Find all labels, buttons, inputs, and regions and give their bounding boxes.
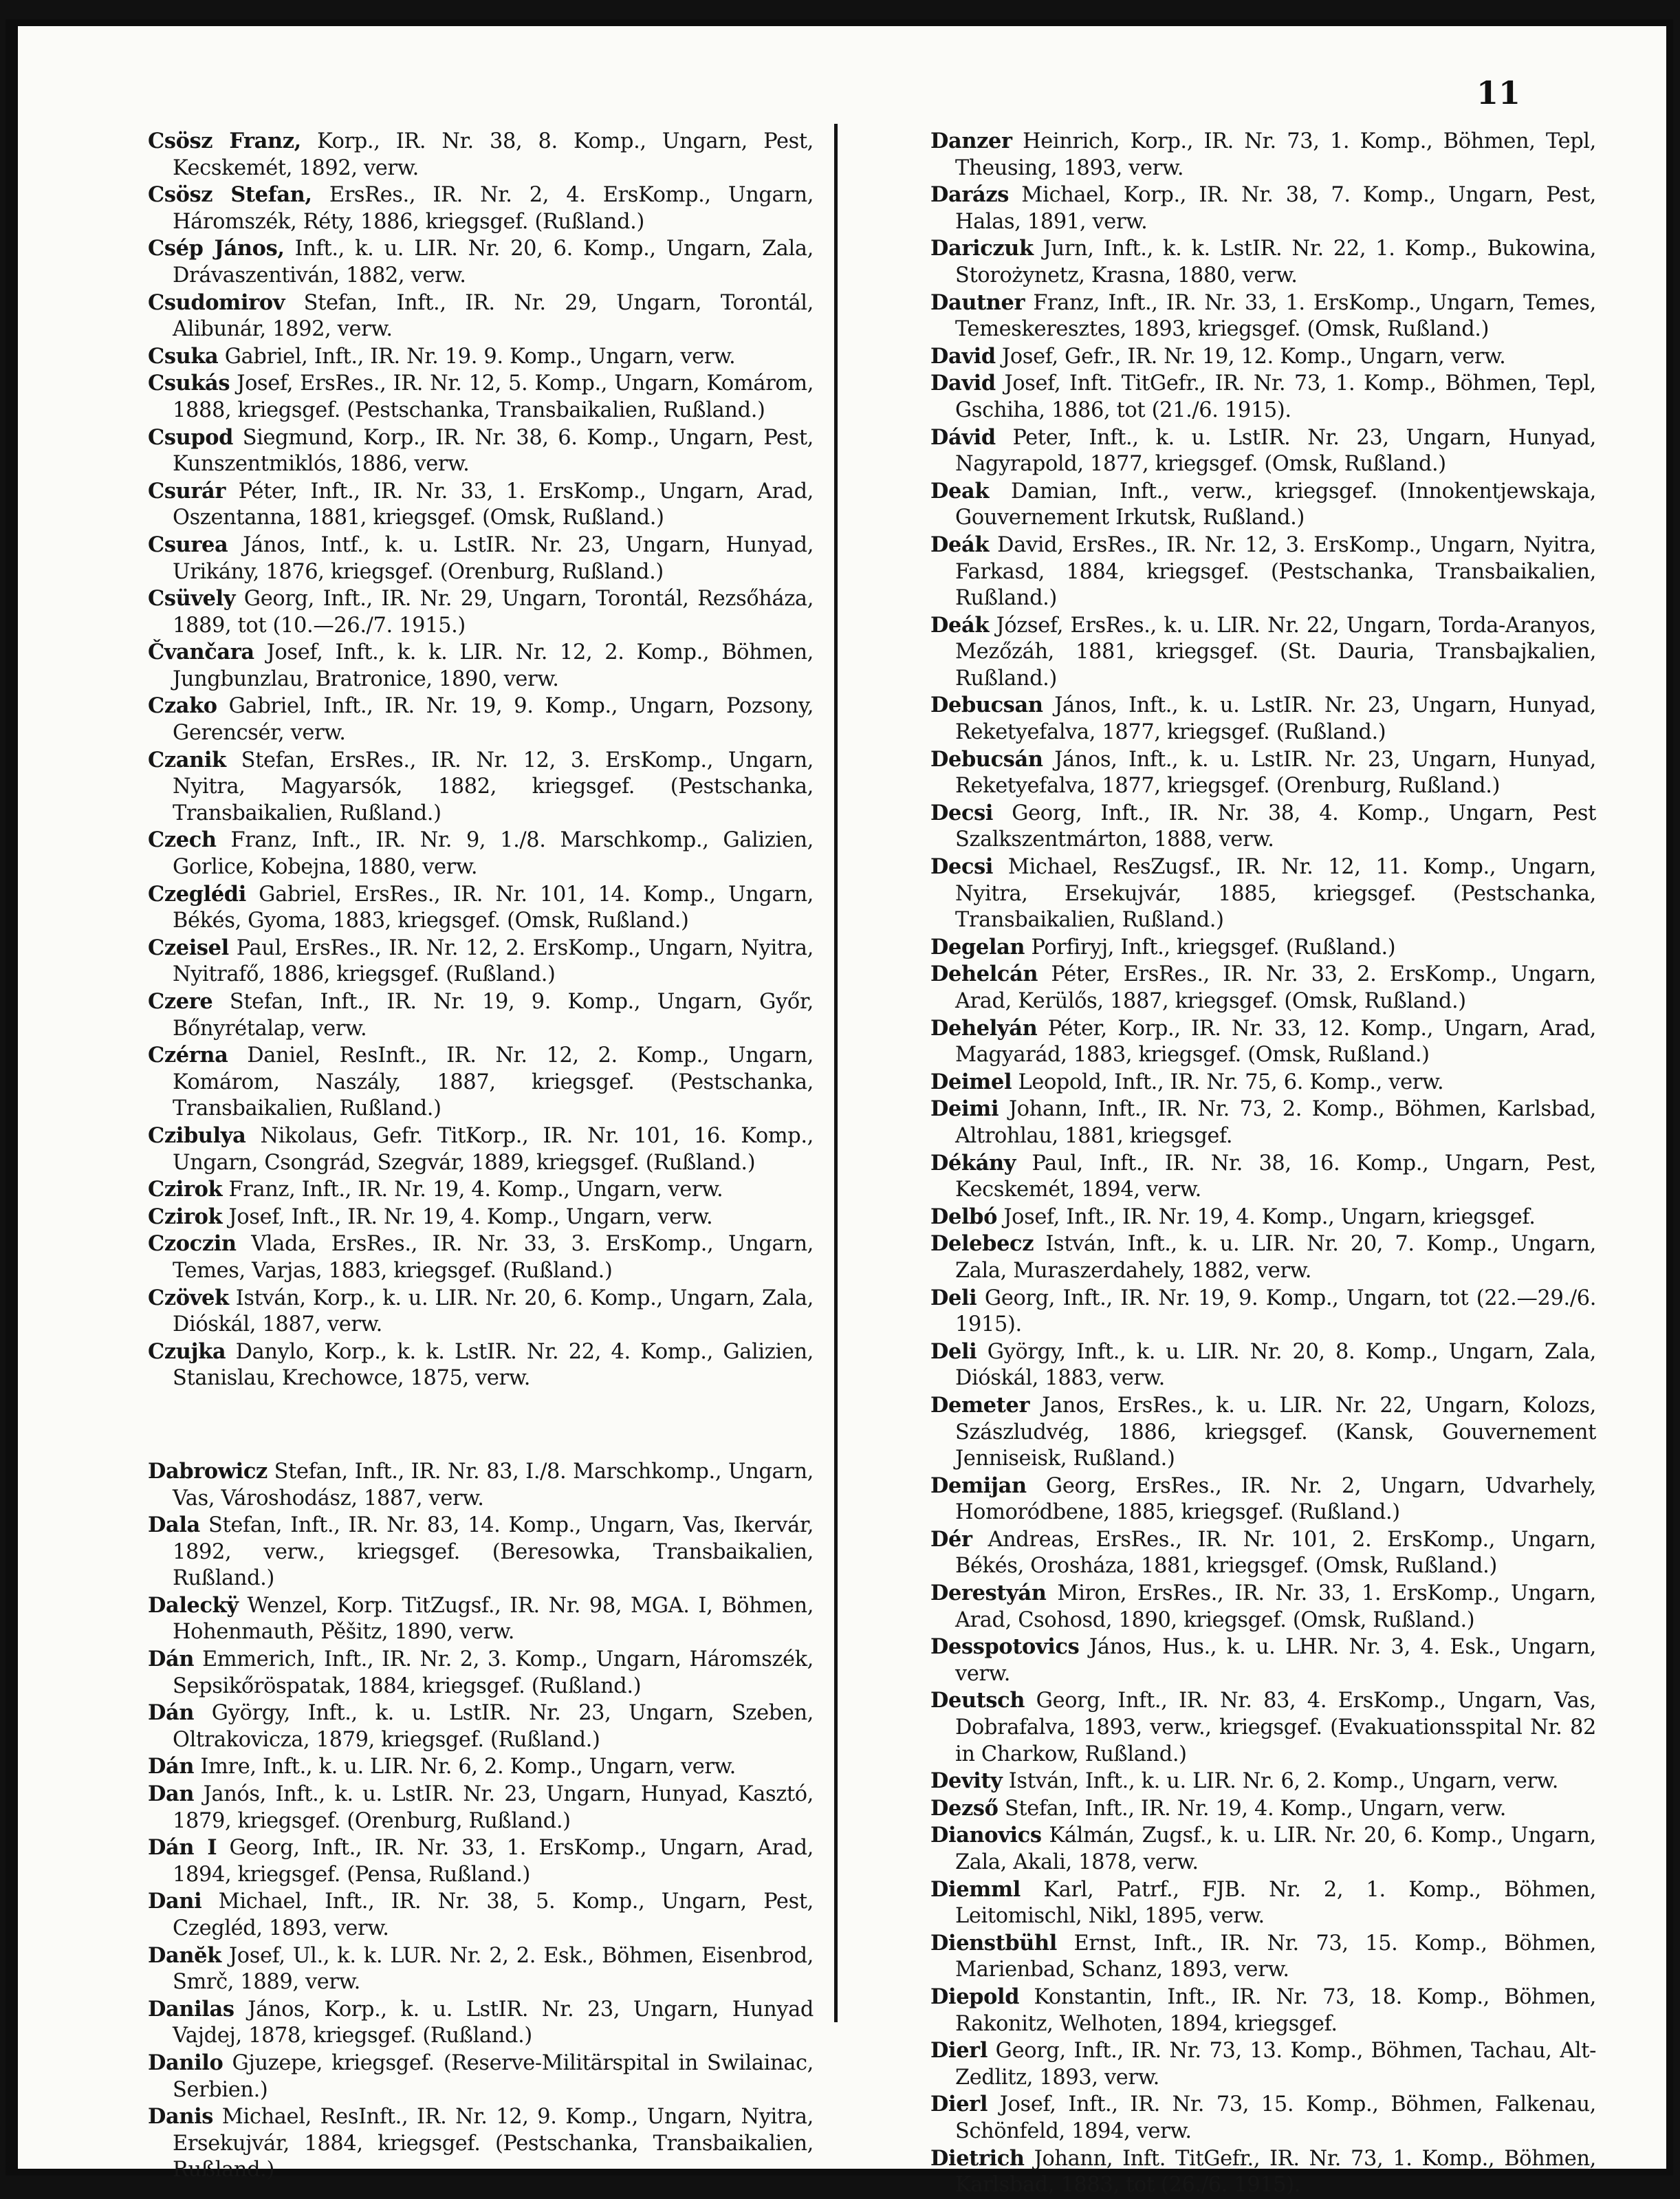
roster-entry	[148, 1339, 814, 1392]
roster-entry	[148, 988, 814, 1042]
entry-surname: Decsi	[930, 854, 994, 880]
roster-entry	[148, 1285, 814, 1339]
roster-entry	[930, 1204, 1596, 1231]
roster-entry	[148, 532, 814, 585]
roster-entry	[148, 343, 814, 371]
roster-entry	[930, 424, 1596, 478]
entry-details: János, Inft., k. u. LstIR. Nr. 23, Ungarn, Hunyad, Reketyefalva, 1877, kriegsgef. (Orenburg, Rußland.)	[955, 747, 1596, 799]
entry-surname: Dán	[148, 1647, 195, 1672]
entry-details: Stefan, Inft., IR. Nr. 83, I./8. Marschkomp., Ungarn, Vas, Városhodász, 1887, verw.	[173, 1459, 814, 1510]
entry-details: Inft., k. u. LIR. Nr. 20, 6. Komp., Ungarn, Zala, Drávaszentiván, 1882, verw.	[173, 237, 814, 288]
entry-surname: Danzer	[930, 129, 1012, 153]
entry-surname: Deutsch	[930, 1688, 1025, 1713]
roster-entry	[930, 1876, 1596, 1930]
roster-entry	[930, 961, 1596, 1015]
entry-details: Michael, ResZugsf., IR. Nr. 12, 11. Komp., Ungarn, Nyitra, Ersekujvár, 1885, kriegsgef. (Pestschanka, Transbaikalien, Rußland.)	[955, 855, 1596, 933]
roster-entry	[148, 1458, 814, 1512]
page-number: 11	[1476, 74, 1521, 111]
entry-details: Georg, Inft., IR. Nr. 38, 4. Komp., Ungarn, Pest Szalkszentmárton, 1888, verw.	[955, 801, 1596, 852]
roster-entry	[930, 612, 1596, 693]
roster-entry	[148, 881, 814, 935]
entry-details: Andreas, ErsRes., IR. Nr. 101, 2. ErsKomp., Ungarn, Békés, Orosháza, 1881, kriegsgef. (Omsk, Rußland.)	[955, 1527, 1596, 1579]
entry-surname: Dabrowicz	[148, 1458, 268, 1484]
entry-surname: Dietrich	[930, 2145, 1025, 2171]
entry-details: György, Inft., k. u. LstIR. Nr. 23, Ungarn, Szeben, Oltrakovicza, 1879, kriegsgef. (Rußland.)	[173, 1701, 814, 1752]
entry-details: János, Intf., k. u. LstIR. Nr. 23, Ungarn, Hunyad, Urikány, 1876, kriegsgef. (Orenburg, Rußland.)	[173, 532, 814, 584]
roster-entry	[930, 1096, 1596, 1149]
entry-surname: Daleckÿ	[148, 1592, 239, 1618]
roster-entry	[930, 692, 1596, 746]
roster-entry	[148, 370, 814, 424]
roster-entry	[148, 1942, 814, 1996]
entry-surname: Dávid	[930, 424, 996, 450]
entry-surname: Deák	[930, 532, 990, 557]
entry-details: Georg, Inft., IR. Nr. 19, 9. Komp., Ungarn, tot (22.—29./6. 1915).	[955, 1286, 1596, 1337]
entry-details: Michael, ResInft., IR. Nr. 12, 9. Komp., Ungarn, Nyitra, Ersekujvár, 1884, kriegsgef. (Pestschanka, Transbaikalien, Rußland.)	[173, 2105, 814, 2182]
entry-surname: Czövek	[148, 1285, 229, 1310]
entry-surname: Dékány	[930, 1150, 1016, 1176]
entry-surname: Czérna	[148, 1043, 228, 1068]
entry-surname: Dehelyán	[930, 1015, 1038, 1041]
roster-entry	[148, 1753, 814, 1781]
entry-surname: David	[930, 371, 996, 396]
entry-details: Janós, Inft., k. u. LstIR. Nr. 23, Ungarn, Hunyad, Kasztó, 1879, kriegsgef. (Orenburg, Rußland.)	[173, 1782, 814, 1833]
entry-details: Josef, Inft., k. k. LIR. Nr. 12, 2. Komp., Böhmen, Jungbunzlau, Bratronice, 1890, verw.	[173, 640, 814, 691]
entry-details: István, Inft., k. u. LIR. Nr. 20, 7. Komp., Ungarn, Zala, Muraszerdahely, 1882, verw.	[955, 1232, 1596, 1283]
entry-details: János, Korp., k. u. LstIR. Nr. 23, Ungarn, Hunyad Vajdej, 1878, kriegsgef. (Rußland.)	[173, 1997, 814, 2048]
roster-entry	[148, 1700, 814, 1753]
entry-surname: Diemml	[930, 1876, 1021, 1902]
entry-surname: Dariczuk	[930, 236, 1034, 261]
entry-surname: Czirok	[148, 1204, 223, 1229]
entry-details: Stefan, Inft., IR. Nr. 19, 9. Komp., Ungarn, Győr, Bőnyrétalap, verw.	[173, 990, 814, 1041]
roster-entry	[930, 1015, 1596, 1069]
entry-details: Josef, ErsRes., IR. Nr. 12, 5. Komp., Ungarn, Komárom, 1888, kriegsgef. (Pestschanka, Transbaikalien, Rußland.)	[173, 371, 814, 422]
roster-entry	[148, 1204, 814, 1231]
roster-entry	[148, 235, 814, 289]
entry-surname: Czoczin	[148, 1231, 237, 1257]
entry-surname: Dani	[148, 1889, 202, 1914]
entry-surname: Darázs	[930, 182, 1010, 208]
entry-details: Paul, ErsRes., IR. Nr. 12, 2. ErsKomp., Ungarn, Nyitra, Nyitrafő, 1886, kriegsgef. (Rußland.)	[173, 935, 814, 987]
entry-details: Danylo, Korp., k. k. LstIR. Nr. 22, 4. Komp., Galizien, Stanislau, Krechowce, 1875, verw.	[173, 1339, 814, 1391]
entry-details: Georg, Inft., IR. Nr. 83, 4. ErsKomp., Ungarn, Vas, Dobrafalva, 1893, verw., kriegsgef. (Evakuationsspital Nr. 82 in Charkow, Rußland.)	[955, 1689, 1596, 1766]
roster-entry	[148, 2050, 814, 2103]
entry-details: Heinrich, Korp., IR. Nr. 73, 1. Komp., Böhmen, Tepl, Theusing, 1893, verw.	[955, 129, 1596, 180]
entry-details: Siegmund, Korp., IR. Nr. 38, 6. Komp., Ungarn, Pest, Kunszentmiklós, 1886, verw.	[173, 425, 814, 477]
entry-surname: Czeglédi	[148, 881, 246, 907]
roster-entry	[930, 1822, 1596, 1876]
roster-entry	[930, 235, 1596, 289]
entry-surname: Diepold	[930, 1984, 1020, 2009]
roster-entry	[148, 290, 814, 343]
entry-details: Paul, Inft., IR. Nr. 38, 16. Komp., Ungarn, Pest, Kecskemét, 1894, verw.	[955, 1151, 1596, 1202]
entry-details: Stefan, Inft., IR. Nr. 19, 4. Komp., Ungarn, verw.	[998, 1796, 1507, 1821]
entry-surname: Csurea	[148, 532, 228, 557]
roster-entry	[930, 1150, 1596, 1204]
entry-surname: Debucsan	[930, 693, 1043, 718]
entry-surname: Dán	[148, 1754, 195, 1779]
entry-details: Damian, Inft., verw., kriegsgef. (Innokentjewskaja, Gouvernement Irkutsk, Rußland.)	[955, 479, 1596, 530]
entry-details: Josef, Ul., k. k. LUR. Nr. 2, 2. Esk., Böhmen, Eisenbrod, Smrč, 1889, verw.	[173, 1943, 814, 1995]
entry-details: Jurn, Inft., k. k. LstIR. Nr. 22, 1. Komp., Bukowina, Storożynetz, Krasna, 1880, verw.	[955, 237, 1596, 288]
entry-surname: Csurár	[148, 478, 226, 503]
roster-entry	[930, 1285, 1596, 1339]
roster-entry	[930, 1231, 1596, 1284]
roster-entry	[148, 693, 814, 746]
entry-surname: Dierl	[930, 2092, 988, 2117]
entry-details: Stefan, Inft., IR. Nr. 29, Ungarn, Torontál, Alibunár, 1892, verw.	[173, 290, 814, 342]
entry-surname: Demeter	[930, 1392, 1030, 1418]
entry-details: ErsRes., IR. Nr. 2, 4. ErsKomp., Ungarn, Háromszék, Réty, 1886, kriegsgef. (Rußland.)	[173, 183, 814, 234]
entry-details: Peter, Inft., k. u. LstIR. Nr. 23, Ungarn, Hunyad, Nagyrapold, 1877, kriegsgef. (Omsk, Rußland.)	[955, 425, 1596, 477]
roster-entry	[148, 1176, 814, 1204]
roster-entry	[930, 1392, 1596, 1473]
roster-entry	[930, 1634, 1596, 1687]
entry-surname: Csukás	[148, 371, 230, 396]
roster-entry	[148, 128, 814, 182]
entry-details: István, Inft., k. u. LIR. Nr. 6, 2. Komp., Ungarn, verw.	[1002, 1769, 1559, 1794]
roster-entry	[148, 1646, 814, 1700]
entry-details: Georg, Inft., IR. Nr. 33, 1. ErsKomp., Ungarn, Arad, 1894, kriegsgef. (Pensa, Rußland.)	[173, 1836, 814, 1887]
entry-surname: Csösz Franz,	[148, 129, 301, 153]
roster-entry	[930, 1069, 1596, 1096]
entry-surname: Danĕk	[148, 1942, 221, 1968]
entry-surname: Desspotovics	[930, 1634, 1080, 1660]
entry-surname: Czeisel	[148, 935, 229, 960]
entry-details: Leopold, Inft., IR. Nr. 75, 6. Komp., verw.	[1012, 1070, 1444, 1094]
roster-entry	[930, 2037, 1596, 2091]
entry-details: Karl, Patrf., FJB. Nr. 2, 1. Komp., Böhmen, Leitomischl, Nikl, 1895, verw.	[955, 1877, 1596, 1929]
roster-entry	[930, 1930, 1596, 1984]
roster-entry	[930, 290, 1596, 343]
entry-details: Georg, Inft., IR. Nr. 73, 13. Komp., Böhmen, Tachau, Alt-Zedlitz, 1893, verw.	[955, 2039, 1596, 2090]
entry-surname: Csudomirov	[148, 290, 285, 315]
entry-details: Josef, Inft., IR. Nr. 19, 4. Komp., Ungarn, verw.	[222, 1204, 713, 1229]
entry-surname: Deli	[930, 1285, 977, 1310]
entry-details: Stefan, ErsRes., IR. Nr. 12, 3. ErsKomp., Ungarn, Nyitra, Magyarsók, 1882, kriegsgef. (Pestschanka, Transbaikalien, Rußland.)	[173, 748, 814, 825]
entry-details: David, ErsRes., IR. Nr. 12, 3. ErsKomp., Ungarn, Nyitra, Farkasd, 1884, kriegsgef. (Pestschanka, Transbaikalien, Rußland.)	[955, 532, 1596, 611]
entry-surname: Czanik	[148, 747, 226, 772]
entry-details: György, Inft., k. u. LIR. Nr. 20, 8. Komp., Ungarn, Zala, Dióskál, 1883, verw.	[955, 1339, 1596, 1391]
entry-details: Daniel, ResInft., IR. Nr. 12, 2. Komp., Ungarn, Komárom, Naszály, 1887, kriegsgef. (Pestschanka, Transbaikalien, Rußland.)	[173, 1043, 814, 1121]
roster-entry	[930, 2145, 1596, 2199]
roster-entry	[148, 747, 814, 827]
entry-surname: Czere	[148, 989, 213, 1014]
roster-entry	[148, 935, 814, 988]
roster-entry	[930, 854, 1596, 934]
entry-details: Franz, Inft., IR. Nr. 33, 1. ErsKomp., Ungarn, Temes, Temeskeresztes, 1893, kriegsgef. (Omsk, Rußland.)	[955, 290, 1596, 342]
roster-entry	[930, 1768, 1596, 1795]
roster-entry	[930, 1984, 1596, 2037]
entry-surname: Čvančara	[148, 640, 254, 665]
roster-entry	[930, 1339, 1596, 1392]
entry-details: Josef, Inft., IR. Nr. 73, 15. Komp., Böhmen, Falkenau, Schönfeld, 1894, verw.	[955, 2092, 1596, 2143]
entry-details: Franz, Inft., IR. Nr. 9, 1./8. Marschkomp., Galizien, Gorlice, Kobejna, 1880, verw.	[173, 828, 814, 880]
roster-entry	[148, 182, 814, 235]
entry-surname: Czirok	[148, 1177, 223, 1202]
entry-details: Péter, ErsRes., IR. Nr. 33, 2. ErsKomp., Ungarn, Arad, Kerülős, 1887, kriegsgef. (Omsk, Rußland.)	[955, 962, 1596, 1013]
entry-surname: Danilo	[148, 2050, 223, 2075]
roster-entry	[930, 1526, 1596, 1580]
entry-details: Korp., IR. Nr. 38, 8. Komp., Ungarn, Pest, Kecskemét, 1892, verw.	[173, 129, 814, 180]
entry-surname: Degelan	[930, 934, 1025, 960]
entry-surname: Demijan	[930, 1473, 1027, 1498]
roster-entry	[148, 478, 814, 532]
entry-details: János, Inft., k. u. LstIR. Nr. 23, Ungarn, Hunyad, Reketyefalva, 1877, kriegsgef. (Rußland.)	[955, 693, 1596, 745]
roster-entry	[148, 827, 814, 880]
entry-surname: Czujka	[148, 1339, 226, 1364]
entry-details: Josef, Inft., IR. Nr. 19, 4. Komp., Ungarn, kriegsgef.	[997, 1204, 1536, 1229]
left-column	[148, 128, 814, 2182]
roster-entry	[930, 532, 1596, 612]
entry-surname: Dala	[148, 1513, 200, 1538]
entry-surname: Deli	[930, 1339, 977, 1364]
entry-surname: Delebecz	[930, 1231, 1034, 1257]
entry-details: Porfiryj, Inft., kriegsgef. (Rußland.)	[1025, 935, 1396, 960]
entry-details: Georg, ErsRes., IR. Nr. 2, Ungarn, Udvarhely, Homoródbene, 1885, kriegsgef. (Rußland.)	[955, 1473, 1596, 1525]
right-column	[930, 128, 1596, 2198]
entry-surname: Czech	[148, 827, 217, 853]
entry-details: Gabriel, ErsRes., IR. Nr. 101, 14. Komp., Ungarn, Békés, Gyoma, 1883, kriegsgef. (Omsk, Rußland.)	[173, 882, 814, 933]
roster-entry	[148, 1888, 814, 1942]
entry-details: Johann, Inft., IR. Nr. 73, 2. Komp., Böhmen, Karlsbad, Altrohlau, 1881, kriegsgef.	[955, 1097, 1596, 1148]
entry-details: Miron, ErsRes., IR. Nr. 33, 1. ErsKomp., Ungarn, Arad, Csohosd, 1890, kriegsgef. (Omsk, Rußland.)	[955, 1581, 1596, 1632]
entry-surname: Dán I	[148, 1835, 217, 1861]
roster-entry	[148, 639, 814, 693]
entry-surname: Dienstbühl	[930, 1930, 1057, 1956]
entry-details: Emmerich, Inft., IR. Nr. 2, 3. Komp., Ungarn, Háromszék, Sepsikőröspatak, 1884, kriegsgef. (Rußland.)	[173, 1647, 814, 1698]
column-divider	[834, 124, 838, 2022]
entry-details: Gabriel, Inft., IR. Nr. 19. 9. Komp., Ungarn, verw.	[218, 344, 736, 369]
roster-entry	[148, 585, 814, 639]
roster-entry	[148, 2103, 814, 2184]
entry-details: Johann, Inft. TitGefr., IR. Nr. 73, 1. Komp., Böhmen, Karlsbad, 1883, tot (26./6. 1915).	[955, 2146, 1596, 2198]
entry-details: Stefan, Inft., IR. Nr. 83, 14. Komp., Ungarn, Vas, Ikervár, 1892, verw., kriegsgef. (Beresowka, Transbaikalien, Rußland.)	[173, 1513, 814, 1591]
entry-surname: Dér	[930, 1526, 972, 1552]
entry-surname: Csép János,	[148, 236, 285, 261]
entry-surname: Dianovics	[930, 1823, 1042, 1848]
entry-details: Janos, ErsRes., k. u. LIR. Nr. 22, Ungarn, Kolozs, Szászludvég, 1886, kriegsgef. (Kansk, Gouvernement Jenniseisk, Rußland.)	[955, 1393, 1596, 1471]
entry-details: István, Korp., k. u. LIR. Nr. 20, 6. Komp., Ungarn, Zala, Dióskál, 1887, verw.	[173, 1286, 814, 1337]
roster-entry	[930, 1795, 1596, 1823]
entry-details: Ernst, Inft., IR. Nr. 73, 15. Komp., Böhmen, Marienbad, Schanz, 1893, verw.	[955, 1931, 1596, 1982]
entry-details: János, Hus., k. u. LHR. Nr. 3, 4. Esk., Ungarn, verw.	[955, 1635, 1596, 1686]
roster-entry	[148, 1042, 814, 1123]
entry-details: Josef, Inft. TitGefr., IR. Nr. 73, 1. Komp., Böhmen, Tepl, Gschiha, 1886, tot (21./6. 1915).	[955, 371, 1596, 422]
roster-entry	[930, 800, 1596, 854]
roster-entry	[930, 1580, 1596, 1634]
entry-surname: Csösz Stefan,	[148, 182, 312, 208]
entry-details: Wenzel, Korp. TitZugsf., IR. Nr. 98, MGA. I, Böhmen, Hohenmauth, Pěšitz, 1890, verw.	[173, 1593, 814, 1645]
roster-entry	[930, 182, 1596, 235]
entry-details: Péter, Inft., IR. Nr. 33, 1. ErsKomp., Ungarn, Arad, Oszentanna, 1881, kriegsgef. (Omsk, Rußland.)	[173, 479, 814, 530]
entry-details: Kálmán, Zugsf., k. u. LIR. Nr. 20, 6. Komp., Ungarn, Zala, Akali, 1878, verw.	[955, 1823, 1596, 1874]
entry-surname: Czako	[148, 693, 217, 719]
entry-surname: Deak	[930, 478, 990, 503]
roster-entry	[148, 1123, 814, 1176]
entry-details: Josef, Gefr., IR. Nr. 19, 12. Komp., Ungarn, verw.	[995, 344, 1506, 369]
entry-details: Nikolaus, Gefr. TitKorp., IR. Nr. 101, 16. Komp., Ungarn, Csongrád, Szegvár, 1889, kriegsgef. (Rußland.)	[173, 1123, 814, 1175]
roster-entry	[148, 1781, 814, 1834]
entry-surname: Csupod	[148, 424, 234, 450]
roster-entry	[930, 746, 1596, 800]
entry-details: Michael, Inft., IR. Nr. 38, 5. Komp., Ungarn, Pest, Czegléd, 1893, verw.	[173, 1889, 814, 1940]
entry-details: Vlada, ErsRes., IR. Nr. 33, 3. ErsKomp., Ungarn, Temes, Varjas, 1883, kriegsgef. (Rußland.)	[173, 1232, 814, 1283]
entry-surname: Danilas	[148, 1996, 234, 2022]
entry-surname: Danis	[148, 2104, 214, 2130]
roster-entry	[148, 1834, 814, 1888]
roster-entry	[148, 1512, 814, 1592]
entry-surname: Dautner	[930, 290, 1025, 315]
entry-details: Konstantin, Inft., IR. Nr. 73, 18. Komp., Böhmen, Rakonitz, Welhoten, 1894, kriegsgef.	[955, 1984, 1596, 2036]
entry-details: József, ErsRes., k. u. LIR. Nr. 22, Ungarn, Torda-Aranyos, Mezőzáh, 1881, kriegsgef. (St. Dauria, Transbajkalien, Rußland.)	[955, 613, 1596, 691]
entry-surname: Csüvely	[148, 586, 236, 611]
entry-surname: Dierl	[930, 2038, 988, 2063]
entry-surname: Debucsán	[930, 746, 1043, 772]
entry-surname: Delbó	[930, 1204, 998, 1229]
entry-surname: Deák	[930, 612, 990, 638]
roster-entry	[930, 478, 1596, 532]
roster-entry	[148, 1996, 814, 2050]
entry-details: Michael, Korp., IR. Nr. 38, 7. Komp., Ungarn, Pest, Halas, 1891, verw.	[955, 183, 1596, 234]
entry-surname: David	[930, 343, 996, 369]
entry-surname: Decsi	[930, 800, 994, 825]
entry-surname: Deimel	[930, 1069, 1012, 1094]
roster-entry	[930, 370, 1596, 424]
entry-details: Péter, Korp., IR. Nr. 33, 12. Komp., Ungarn, Arad, Magyarád, 1883, kriegsgef. (Omsk, Rußland.)	[955, 1016, 1596, 1068]
entry-surname: Csuka	[148, 343, 219, 369]
section-gap	[148, 1392, 814, 1458]
entry-surname: Deimi	[930, 1096, 999, 1122]
roster-entry	[148, 1592, 814, 1646]
entry-details: Gjuzepe, kriegsgef. (Reserve-Militärspital in Swilainac, Serbien.)	[173, 2050, 814, 2102]
roster-entry	[930, 1473, 1596, 1526]
entry-surname: Dan	[148, 1781, 195, 1807]
entry-surname: Dezső	[930, 1795, 999, 1821]
roster-entry	[930, 1687, 1596, 1768]
roster-entry	[148, 1231, 814, 1284]
entry-surname: Derestyán	[930, 1581, 1047, 1606]
entry-details: Gabriel, Inft., IR. Nr. 19, 9. Komp., Ungarn, Pozsony, Gerencsér, verw.	[173, 694, 814, 746]
entry-details: Franz, Inft., IR. Nr. 19, 4. Komp., Ungarn, verw.	[222, 1178, 723, 1202]
roster-entry	[930, 2091, 1596, 2145]
roster-entry	[930, 934, 1596, 962]
entry-surname: Dehelcán	[930, 962, 1038, 987]
entry-details: Georg, Inft., IR. Nr. 29, Ungarn, Torontál, Rezsőháza, 1889, tot (10.—26./7. 1915.)	[173, 587, 814, 638]
roster-entry	[148, 424, 814, 478]
entry-surname: Dán	[148, 1700, 195, 1726]
entry-details: Imre, Inft., k. u. LIR. Nr. 6, 2. Komp., Ungarn, verw.	[194, 1755, 736, 1779]
roster-entry	[930, 128, 1596, 182]
entry-surname: Devity	[930, 1768, 1003, 1794]
entry-surname: Czibulya	[148, 1123, 246, 1148]
roster-entry	[930, 343, 1596, 371]
